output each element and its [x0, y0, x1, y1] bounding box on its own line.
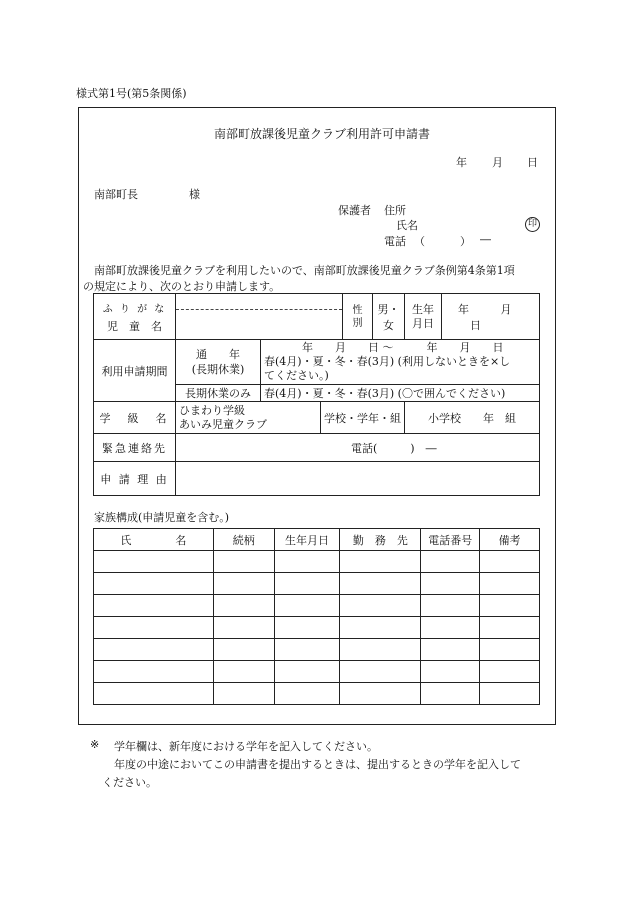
intro-line-2: の規定により、次のとおり申請します。 [83, 280, 281, 293]
reason-input[interactable] [176, 462, 540, 496]
family-header-relation: 続柄 [213, 529, 274, 551]
date-month: 月 [492, 156, 503, 169]
phone-paren-close: ） [460, 235, 471, 248]
note-line-2: 年度の中途においてこの申請書を提出するときは、提出するときの学年を記入して [114, 758, 521, 771]
date-day: 日 [527, 156, 538, 169]
addressee-name: 南部町長 [94, 188, 138, 201]
family-cell[interactable] [274, 639, 340, 661]
phone-paren-open: （ [414, 235, 425, 248]
emergency-input[interactable] [176, 434, 540, 462]
family-cell[interactable] [94, 573, 214, 595]
table-row [94, 573, 540, 595]
guardian-label: 保護者 [338, 204, 371, 217]
birth-month: 月 [500, 302, 512, 316]
club-options[interactable] [176, 402, 321, 434]
guardian-name-label: 氏名 [396, 219, 418, 232]
family-header-name: 氏 名 [94, 529, 214, 551]
family-cell[interactable] [421, 551, 480, 573]
birth-label: 生年 月日 [405, 294, 442, 340]
family-cell[interactable] [213, 551, 274, 573]
family-header-phone: 電話番号 [421, 529, 480, 551]
table-row [94, 617, 540, 639]
intro-line-1: 南部町放課後児童クラブを利用したいので、南部町放課後児童クラブ条例第4条第1項 [94, 264, 515, 277]
child-name-input[interactable] [176, 294, 343, 340]
family-cell[interactable] [340, 683, 421, 705]
period-label: 利用申請期間 [94, 340, 176, 402]
family-cell[interactable] [274, 573, 340, 595]
family-cell[interactable] [213, 573, 274, 595]
application-table [93, 293, 540, 496]
family-cell[interactable] [94, 551, 214, 573]
form-number: 様式第1号(第5条関係) [76, 87, 187, 100]
school-grade-label: 学校・学年・組 [321, 402, 405, 434]
note-mark: ※ [90, 738, 100, 751]
family-cell[interactable] [421, 683, 480, 705]
guardian-phone-label: 電話 [384, 235, 406, 248]
table-row [94, 683, 540, 705]
family-cell[interactable] [94, 595, 214, 617]
family-cell[interactable] [94, 661, 214, 683]
birth-day: 日 [470, 318, 481, 332]
family-caption: 家族構成(申請児童を含む。) [94, 511, 230, 524]
family-cell[interactable] [213, 683, 274, 705]
seal-mark: 印 [525, 216, 540, 232]
family-header-notes: 備考 [480, 529, 540, 551]
family-cell[interactable] [340, 551, 421, 573]
phone-dash: ― [480, 233, 491, 246]
family-cell[interactable] [340, 661, 421, 683]
longbreak-value[interactable]: 春(4月)・夏・冬・春(3月) (〇で囲んでください) [261, 385, 540, 402]
family-cell[interactable] [94, 639, 214, 661]
club-aimi: あいみ児童クラブ [179, 417, 267, 431]
table-row [94, 595, 540, 617]
family-cell[interactable] [480, 551, 540, 573]
family-cell[interactable] [94, 683, 214, 705]
guardian-address-label: 住所 [384, 204, 406, 217]
family-cell[interactable] [480, 595, 540, 617]
fullyear-note: てください。) [264, 369, 329, 382]
family-header-birth: 生年月日 [274, 529, 340, 551]
fullyear-label [176, 340, 261, 385]
fullyear-dates: 年 月 日 ～ 年 月 日 [302, 341, 504, 354]
reason-label: 申 請 理 由 [94, 462, 176, 496]
fullyear-label-1: 通 年 [196, 348, 240, 361]
family-cell[interactable] [94, 617, 214, 639]
table-row [94, 661, 540, 683]
family-cell[interactable] [274, 661, 340, 683]
family-cell[interactable] [274, 617, 340, 639]
family-cell[interactable] [213, 595, 274, 617]
family-cell[interactable] [274, 683, 340, 705]
table-row [94, 639, 540, 661]
addressee-honorific: 様 [189, 188, 200, 201]
longbreak-label: 長期休業のみ [176, 385, 261, 402]
furigana-label: ふ り が な [102, 303, 167, 315]
date-year: 年 [456, 156, 467, 169]
birth-year: 年 [458, 302, 469, 316]
sex-value[interactable]: 男・女 [373, 294, 405, 340]
family-table [93, 528, 540, 705]
family-header-row [94, 529, 540, 551]
emergency-label: 緊急連絡先 [94, 434, 176, 462]
family-cell[interactable] [213, 617, 274, 639]
family-cell[interactable] [340, 639, 421, 661]
school-grade-input[interactable]: 小学校 年 組 [405, 402, 540, 434]
sex-label: 性 別 [343, 294, 373, 340]
family-cell[interactable] [480, 617, 540, 639]
table-row [94, 551, 540, 573]
club-himawari: ひまわり学級 [179, 403, 245, 417]
family-cell[interactable] [480, 639, 540, 661]
family-cell[interactable] [421, 661, 480, 683]
note-line-3: ください。 [102, 776, 157, 789]
family-cell[interactable] [421, 639, 480, 661]
emergency-phone: 電話( ) ― [351, 441, 437, 455]
note-line-1: 学年欄は、新年度における学年を記入してください。 [114, 740, 378, 753]
grade-label: 学 級 名 [94, 402, 176, 434]
family-header-work: 勤 務 先 [340, 529, 421, 551]
family-cell[interactable] [421, 617, 480, 639]
fullyear-seasons: 春(4月)・夏・冬・春(3月) (利用しないときを×し [264, 355, 511, 368]
family-cell[interactable] [340, 595, 421, 617]
form-title: 南部町放課後児童クラブ利用許可申請書 [214, 127, 431, 141]
family-cell[interactable] [421, 595, 480, 617]
family-cell[interactable] [213, 639, 274, 661]
family-cell[interactable] [274, 551, 340, 573]
fullyear-label-2: (長期休業) [191, 363, 245, 376]
child-name-label: 児 童 名 [107, 319, 162, 333]
child-name-label-cell [94, 294, 176, 340]
family-cell[interactable] [213, 661, 274, 683]
family-cell[interactable] [480, 661, 540, 683]
family-cell[interactable] [421, 573, 480, 595]
family-cell[interactable] [274, 595, 340, 617]
family-cell[interactable] [480, 683, 540, 705]
fullyear-input[interactable] [261, 340, 540, 385]
family-cell[interactable] [340, 573, 421, 595]
family-cell[interactable] [340, 617, 421, 639]
birth-date-input[interactable] [442, 294, 540, 340]
family-cell[interactable] [480, 573, 540, 595]
